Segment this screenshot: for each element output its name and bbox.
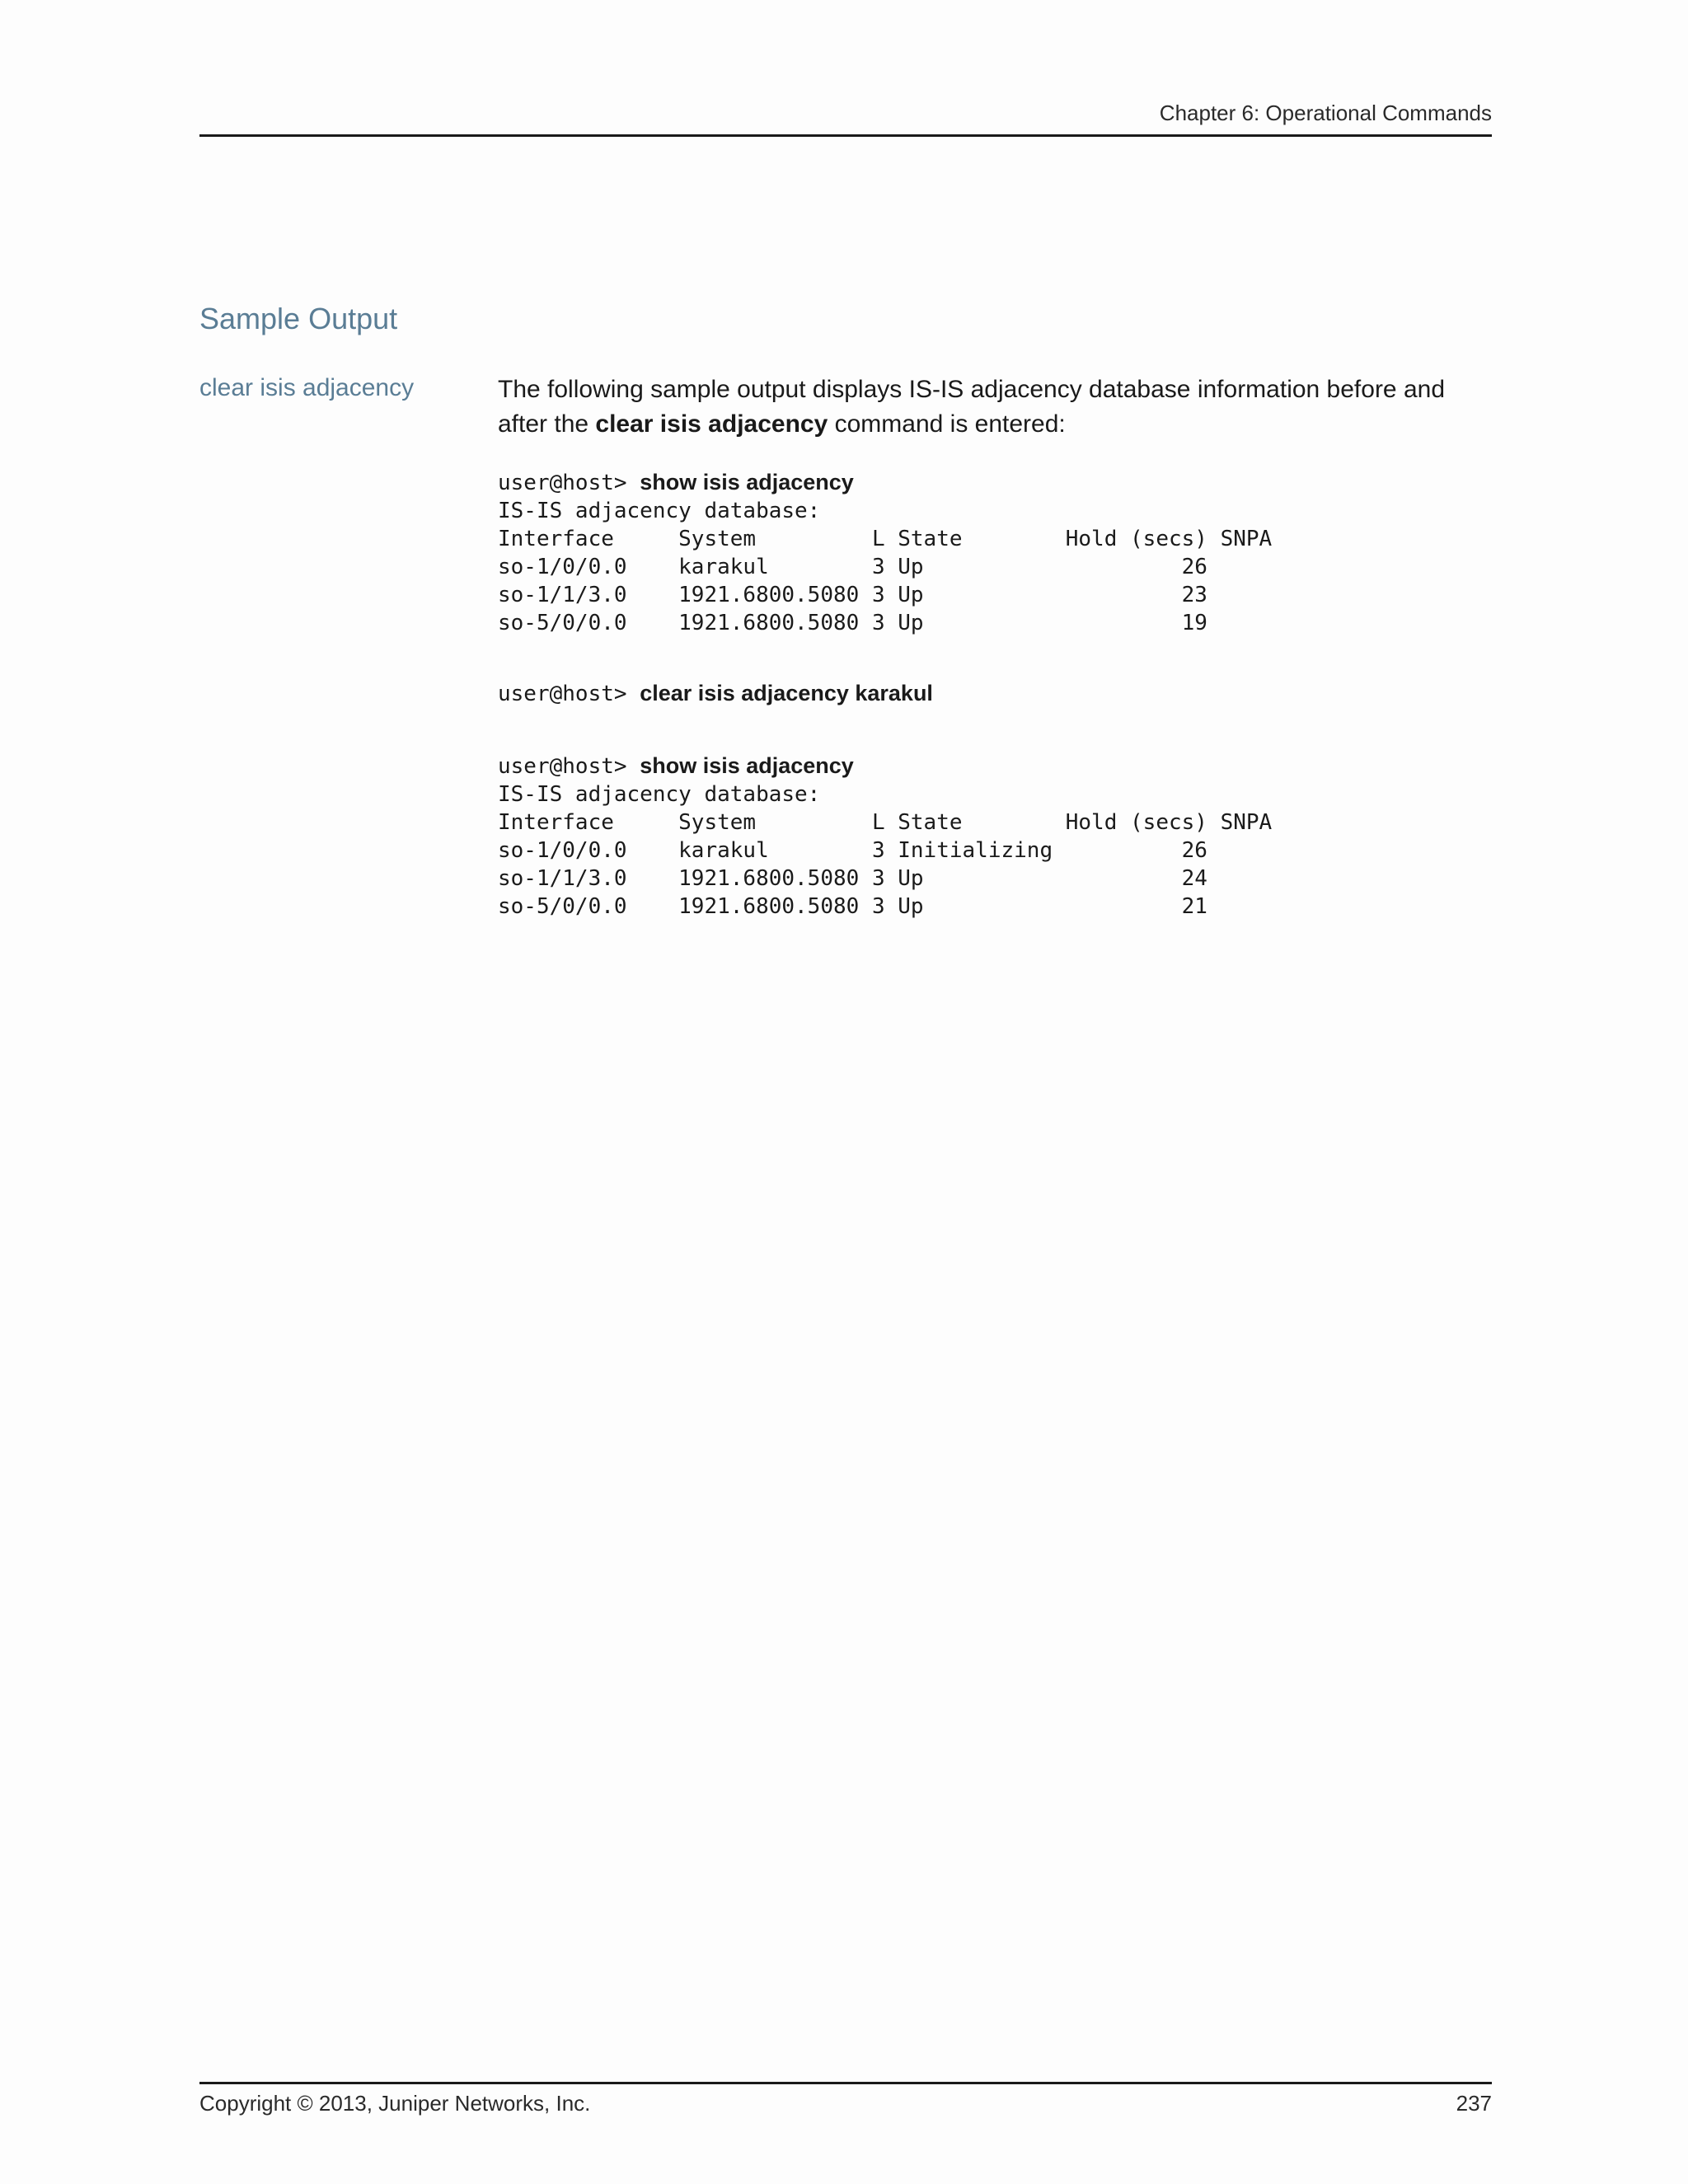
side-label: clear isis adjacency [199, 374, 415, 401]
intro-command: clear isis adjacency [595, 410, 828, 438]
page-header [199, 97, 1492, 137]
chapter-title: Chapter 6: Operational Commands [1159, 101, 1492, 125]
prompt: user@host> [498, 682, 640, 706]
command-text: show isis adjacency [640, 470, 854, 494]
command-text: show isis adjacency [640, 753, 854, 778]
prompt: user@host> [498, 754, 640, 779]
copyright: Copyright © 2013, Juniper Networks, Inc. [199, 2091, 591, 2116]
intro-paragraph [498, 373, 1495, 442]
page-number: 237 [1456, 2091, 1492, 2116]
command-output: IS-IS adjacency database: Interface System L State Hold (secs) SNPA so-1/0/0.0 karakul 3 Initializing 26 so-1/1/3.0 1921.6800.5080 3 Up 24 so-5/0/0.0 1921.6800.5080 3 Up 21 [498, 782, 1273, 919]
page-footer [199, 2082, 1492, 2125]
prompt: user@host> [498, 471, 640, 495]
intro-text-after: command is entered: [828, 410, 1066, 438]
code-block-after [498, 752, 1272, 921]
code-block-before [498, 468, 1272, 637]
intro-text-before: The following sample output displays IS-IS adjacency database information before and after the [498, 376, 1446, 438]
command-text: clear isis adjacency karakul [640, 681, 933, 705]
code-block-clear [498, 679, 933, 708]
section-heading: Sample Output [199, 302, 398, 335]
command-output: IS-IS adjacency database: Interface System L State Hold (secs) SNPA so-1/0/0.0 karakul 3 Up 26 so-1/1/3.0 1921.6800.5080 3 Up 23 so-5/0/0.0 1921.6800.5080 3 Up 19 [498, 499, 1273, 635]
